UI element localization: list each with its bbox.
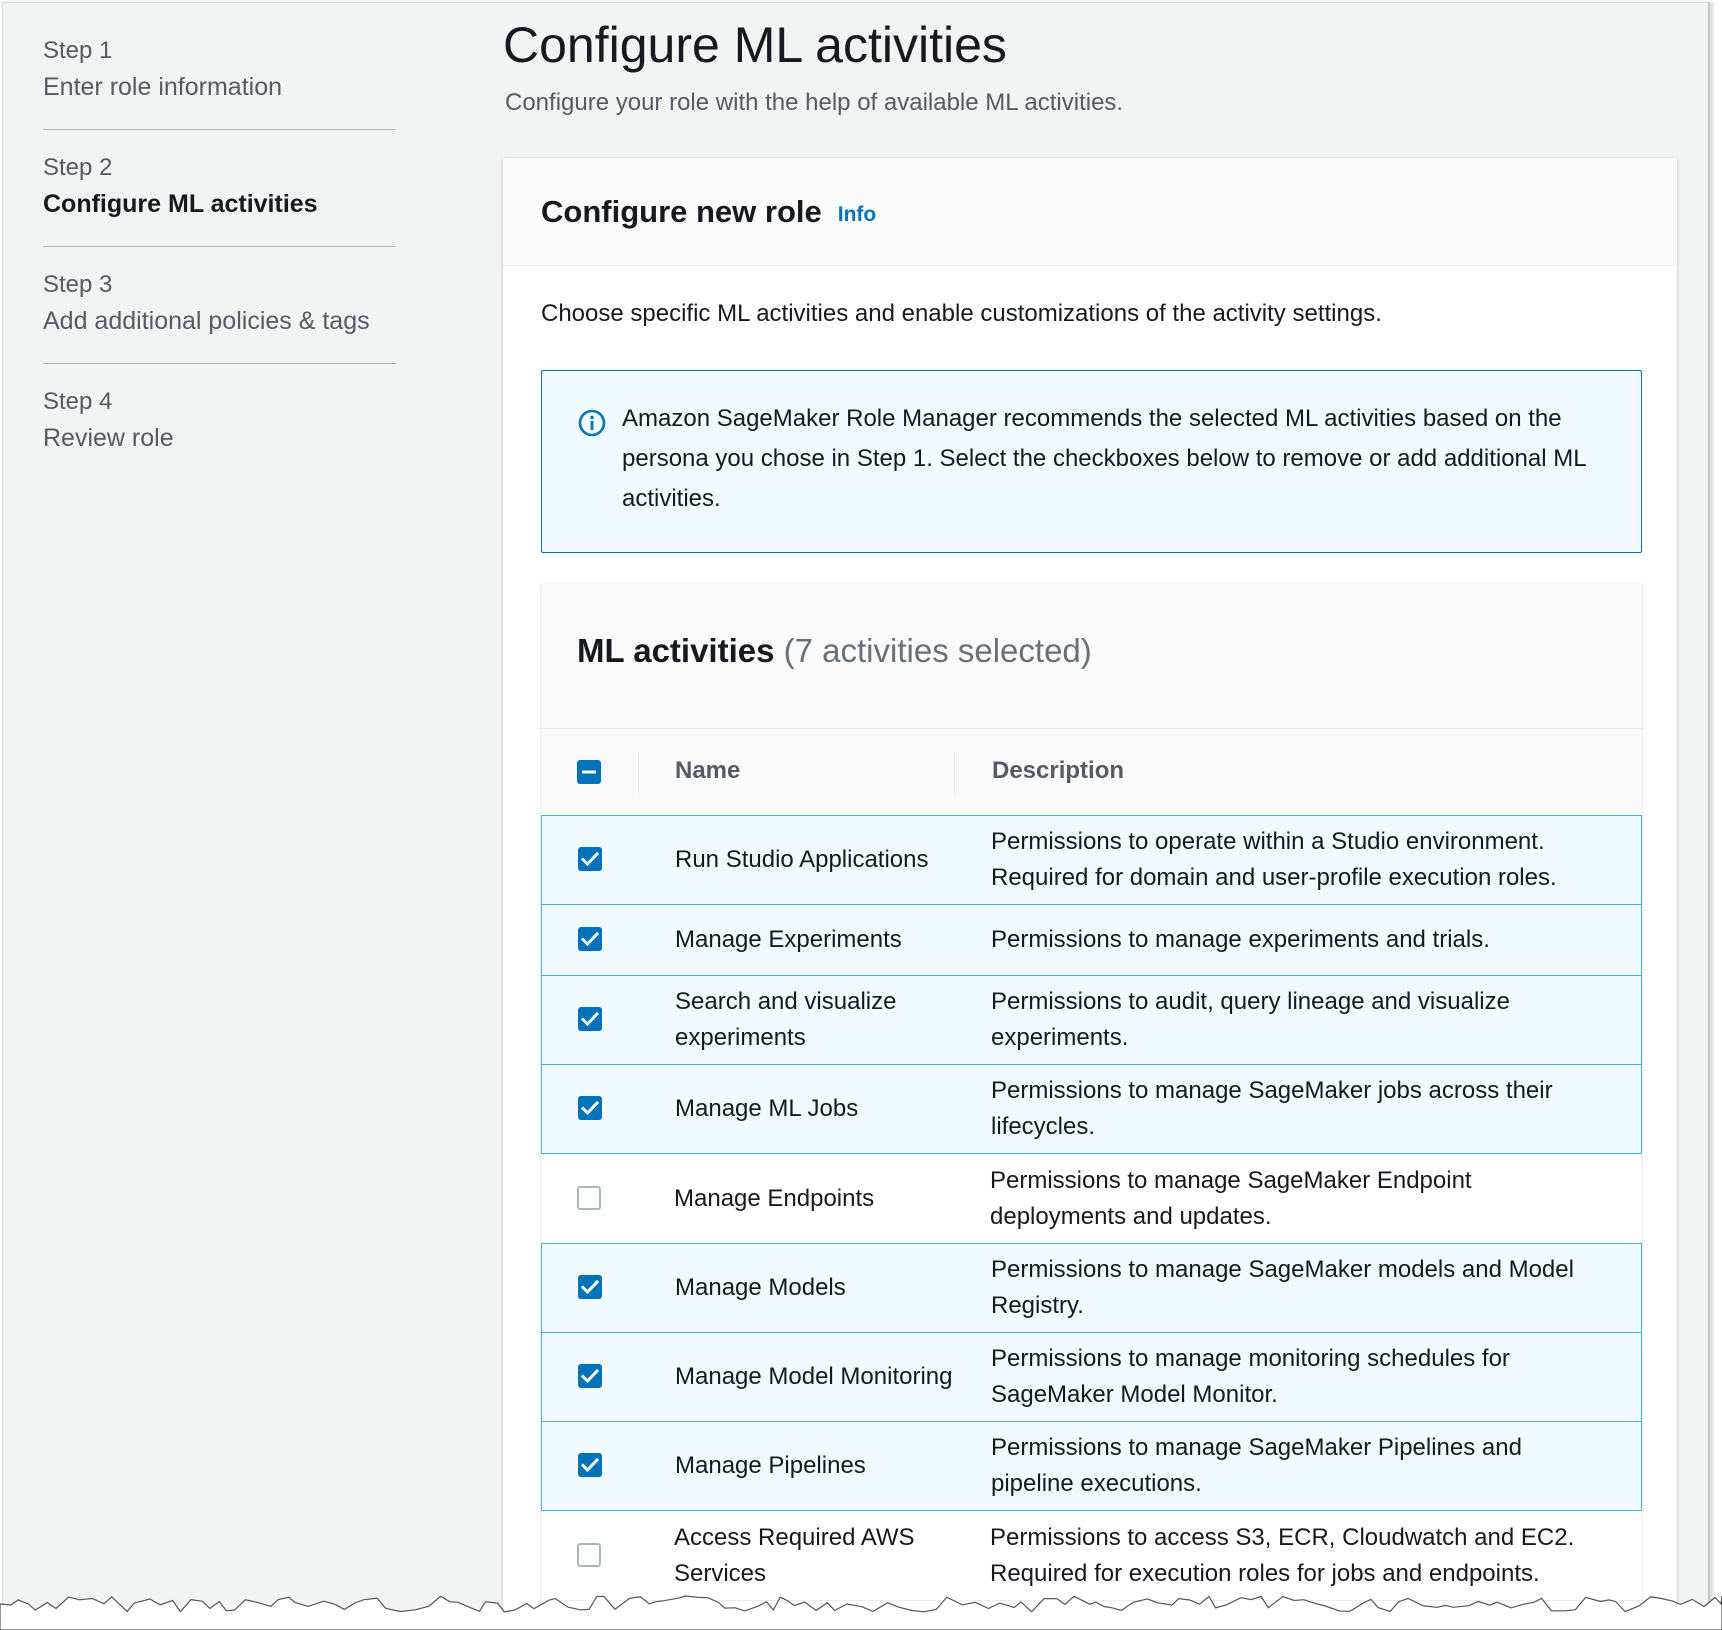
minus-icon — [577, 760, 601, 784]
checkmark-icon — [578, 1096, 602, 1120]
alert-text: Amazon SageMaker Role Manager recommends the selected ML activities based on the persona you chose in Step 1. Select the checkboxes below to remove or add additional ML activities. — [622, 405, 1586, 512]
step-3[interactable] — [43, 267, 396, 364]
table-header — [541, 583, 1642, 728]
table-row[interactable] — [541, 815, 1642, 905]
container-title: Configure new role — [541, 193, 822, 229]
column-header-name[interactable]: Name — [675, 757, 741, 784]
row-checkbox[interactable] — [578, 1096, 602, 1120]
row-checkbox[interactable] — [578, 1007, 602, 1031]
activity-name: Manage Model Monitoring — [675, 1363, 953, 1390]
table-column-headers — [541, 728, 1642, 816]
selected-count: (7 activities selected) — [783, 632, 1092, 669]
torn-edge — [0, 1590, 1722, 1630]
activity-description: Permissions to access S3, ECR, Cloudwatch and EC2. Required for execution roles for jobs and endpoints. — [990, 1523, 1575, 1587]
info-link[interactable]: Info — [837, 202, 877, 226]
table-row[interactable] — [541, 1511, 1642, 1601]
page-title: Configure ML activities — [503, 17, 1007, 73]
step-label[interactable]: Enter role information — [43, 73, 283, 101]
activity-description: Permissions to manage monitoring schedules for SageMaker Model Monitor. — [991, 1345, 1510, 1408]
table-row[interactable] — [541, 1064, 1642, 1154]
row-checkbox[interactable] — [577, 1186, 601, 1210]
wizard-steps — [43, 33, 396, 500]
row-checkbox[interactable] — [578, 927, 602, 951]
ml-activities-table — [541, 583, 1642, 1614]
column-divider — [954, 751, 955, 795]
activity-description: Permissions to manage SageMaker Pipelines and pipeline executions. — [991, 1434, 1522, 1497]
activity-description: Permissions to operate within a Studio environment. Required for domain and user-profile execution roles. — [991, 828, 1557, 891]
select-all-checkbox[interactable] — [577, 760, 601, 784]
activity-name: Run Studio Applications — [675, 846, 929, 873]
step-4[interactable] — [43, 384, 396, 480]
row-checkbox[interactable] — [578, 1275, 602, 1299]
row-checkbox[interactable] — [578, 1453, 602, 1477]
activity-name: Manage Pipelines — [675, 1452, 866, 1479]
checkmark-icon — [578, 1364, 602, 1388]
row-checkbox[interactable] — [577, 1543, 601, 1567]
step-label[interactable]: Configure ML activities — [43, 190, 318, 218]
column-divider — [638, 751, 639, 795]
activity-name: Access Required AWS Services — [674, 1523, 915, 1587]
table-row[interactable] — [541, 975, 1642, 1065]
column-header-description[interactable]: Description — [992, 757, 1125, 784]
activity-name: Manage Experiments — [675, 926, 902, 953]
step-2[interactable] — [43, 150, 396, 247]
table-row[interactable] — [541, 904, 1642, 976]
checkmark-icon — [578, 1275, 602, 1299]
info-alert — [541, 370, 1642, 553]
step-label[interactable]: Review role — [43, 424, 174, 452]
row-checkbox[interactable] — [578, 847, 602, 871]
activity-description: Permissions to manage SageMaker Endpoint deployments and updates. — [990, 1166, 1472, 1230]
container-description: Choose specific ML activities and enable customizations of the activity settings. — [541, 300, 1382, 327]
page-subtitle: Configure your role with the help of available ML activities. — [505, 89, 1124, 116]
activity-name: Manage ML Jobs — [675, 1095, 859, 1122]
table-row[interactable] — [541, 1154, 1642, 1244]
activity-name: Manage Endpoints — [674, 1184, 875, 1212]
step-1[interactable] — [43, 33, 396, 130]
info-circle-icon — [578, 409, 606, 437]
table-row[interactable] — [541, 1421, 1642, 1511]
activity-description: Permissions to manage SageMaker models and Model Registry. — [991, 1256, 1574, 1319]
activity-description: Permissions to manage experiments and trials. — [991, 926, 1490, 953]
table-row[interactable] — [541, 1332, 1642, 1422]
step-number: Step 4 — [43, 388, 113, 415]
checkmark-icon — [578, 1453, 602, 1477]
container-header — [503, 158, 1677, 266]
step-label[interactable]: Add additional policies & tags — [43, 307, 370, 335]
activity-name: Manage Models — [675, 1274, 846, 1301]
configure-role-container — [503, 158, 1677, 1614]
row-checkbox[interactable] — [578, 1364, 602, 1388]
table-body — [541, 815, 1642, 1601]
step-number: Step 2 — [43, 154, 113, 181]
activity-name: Search and visualize experiments — [675, 988, 897, 1051]
activity-description: Permissions to audit, query lineage and visualize experiments. — [991, 988, 1510, 1051]
activity-description: Permissions to manage SageMaker jobs across their lifecycles. — [991, 1077, 1553, 1140]
table-row[interactable] — [541, 1243, 1642, 1333]
step-number: Step 3 — [43, 271, 113, 298]
checkmark-icon — [578, 927, 602, 951]
step-number: Step 1 — [43, 37, 113, 64]
console-screen — [2, 2, 1710, 1614]
checkmark-icon — [578, 1007, 602, 1031]
table-title: ML activities — [577, 632, 775, 669]
checkmark-icon — [578, 847, 602, 871]
